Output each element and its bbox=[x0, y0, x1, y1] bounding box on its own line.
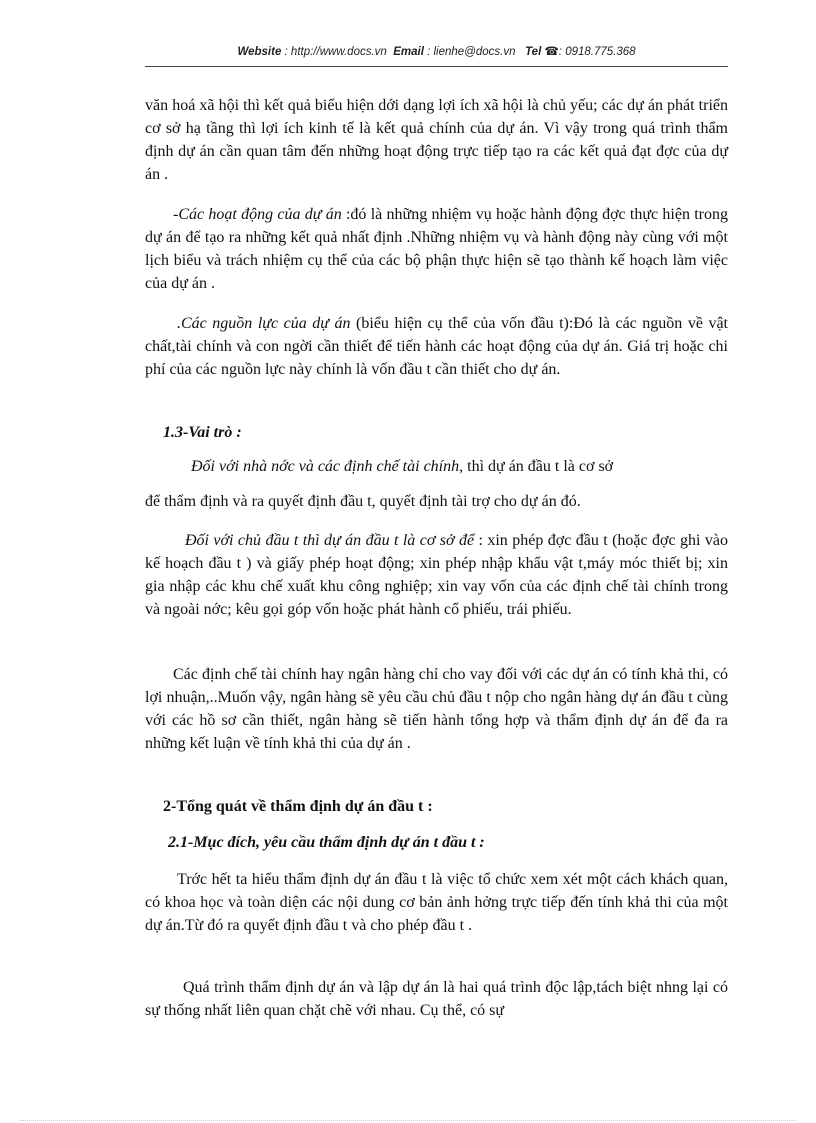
paragraph-results: văn hoá xã hội thì kết quả biểu hiện dới dạng lợi ích xã hội là chủ yếu; các dự án phát triển cơ sở hạ tầng thì lợi ích kinh tế là kết quả chính của dự án. Vì vậy trong quá trình thẩm định dự án cần quan tâm đến những hoạt động trực tiếp tạo ra các kết quả đạt đợc của dự án . bbox=[145, 97, 728, 183]
heading-2: 2-Tổng quát về thẩm định dự án đầu t : bbox=[163, 798, 433, 815]
resources-text: (biểu hiện cụ thể của vốn đầu t):Đó là các nguồn về vật chất,tài chính và con ngời cần thiết để tiến hành các hoạt động của dự án. Giá trị hoặc chi phí của các nguồn lực này chính là vốn đầu t cần thiết cho dự án. bbox=[145, 315, 729, 378]
heading-1-3: 1.3-Vai trò : bbox=[163, 424, 242, 441]
paragraph-process: Quá trình thẩm định dự án và lập dự án là hai quá trình độc lập,tách biệt nhng lại có sự thống nhất liên quan chặt chẽ với nhau. Cụ thể, có sự bbox=[145, 979, 728, 1019]
email-address: : lienhe@docs.vn bbox=[427, 46, 516, 58]
page-header bbox=[145, 44, 728, 58]
tel-label: Tel bbox=[525, 46, 542, 58]
website-url: : http://www.docs.vn bbox=[284, 46, 387, 58]
paragraph-resources bbox=[145, 312, 728, 381]
state-role-text: thì dự án đầu t là cơ sở bbox=[463, 458, 614, 475]
paragraph-state-role bbox=[145, 455, 728, 478]
activities-text: :đó là những nhiệm vụ hoặc hành động đợc thực hiện trong dự án để tạo ra những kết quả nhất định .Những nhiệm vụ và hành động này cùng với một lịch biểu và trách nhiệm cụ thể của các bộ phận thực hiện sẽ tạo thành kế hoạch làm việc của dự án . bbox=[145, 206, 729, 292]
email-label: Email bbox=[393, 46, 424, 58]
website-label: Website bbox=[237, 46, 282, 58]
investor-role-lead: Đối với chủ đầu t thì dự án đầu t là cơ sở để bbox=[185, 532, 475, 549]
paragraph-investor-role bbox=[145, 529, 728, 621]
footer-divider bbox=[20, 1120, 796, 1121]
paragraph-banks: Các định chế tài chính hay ngân hàng chỉ cho vay đối với các dự án có tính khả thi, có lợi nhuận,..Muốn vậy, ngân hàng sẽ yêu cầu chủ đầu t nộp cho ngân hàng dự án đầu t cùng với các hồ sơ cần thiết, ngân hàng sẽ tiến hành tổng hợp và thẩm định dự án để đa ra những kết luận về tính khả thi của dự án . bbox=[145, 666, 728, 752]
header-rule bbox=[145, 66, 728, 67]
activities-lead: -Các hoạt động của dự án bbox=[173, 206, 342, 223]
investor-role-text: : xin phép đợc đầu t (hoặc đợc ghi vào kế hoạch đầu t ) và giấy phép hoạt động; xin phép nhập khẩu vật t,máy móc thiết bị; xin gia nhập các khu chế xuất khu công nghiệp; xin vay vốn của các định chế tài chính trong và ngoài nớc; kêu gọi góp vốn hoặc phát hành cổ phiếu, trái phiếu. bbox=[145, 532, 728, 618]
paragraph-activities bbox=[145, 203, 728, 295]
state-role-lead: Đối với nhà nớc và các định chế tài chính, bbox=[191, 458, 464, 475]
paragraph-definition: Trớc hết ta hiểu thẩm định dự án đầu t là việc tổ chức xem xét một cách khách quan, có khoa học và toàn diện các nội dung cơ bản ảnh hởng trực tiếp đến tính khả thi của một dự án.Từ đó ra quyết định đầu t và cho phép đầu t . bbox=[145, 871, 728, 934]
heading-2-1: 2.1-Mục đích, yêu cầu thẩm định dự án t đầu t : bbox=[168, 834, 485, 851]
paragraph-appraisal-basis: để thẩm định và ra quyết định đầu t, quyết định tài trợ cho dự án đó. bbox=[145, 493, 581, 510]
tel-number: ☎: 0918.775.368 bbox=[544, 46, 636, 58]
resources-lead: .Các nguồn lực của dự án bbox=[177, 315, 351, 332]
